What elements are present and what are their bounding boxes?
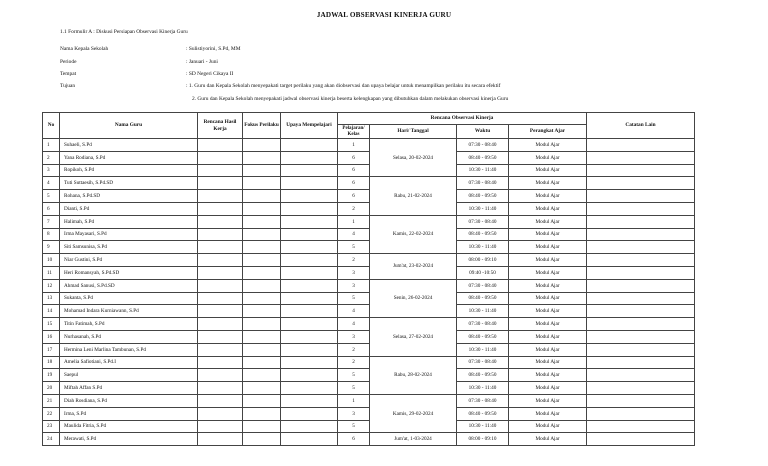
teacher-name: Ropikoh, S.Pd: [60, 164, 198, 177]
waktu-cell: 07:30 - 08:40: [457, 139, 509, 152]
date-cell: Jum'at, 1-03-2024: [370, 433, 457, 446]
teacher-name: Yana Rodiana, S.Pd: [60, 151, 198, 164]
upaya-cell: [281, 292, 338, 305]
table-row: [43, 202, 695, 215]
perangkat-cell: Modul Ajar: [509, 330, 587, 343]
rencana-hasil-cell: [198, 202, 243, 215]
waktu-cell: 10:30 - 11:40: [457, 164, 509, 177]
date-cell: Kamis, 22-02-2024: [370, 215, 457, 253]
kelas-cell: 3: [338, 279, 370, 292]
fokus-perilaku-cell: [243, 139, 281, 152]
kelas-cell: 2: [338, 356, 370, 369]
fokus-perilaku-cell: [243, 266, 281, 279]
perangkat-cell: Modul Ajar: [509, 305, 587, 318]
kelas-cell: 6: [338, 190, 370, 203]
kelas-cell: 5: [338, 382, 370, 395]
rencana-hasil-cell: [198, 420, 243, 433]
waktu-cell: 10:30 - 11:40: [457, 305, 509, 318]
waktu-cell: 08:40 - 09:50: [457, 292, 509, 305]
table-row: [43, 241, 695, 254]
info-value-tujuan-2: 2. Guru dan Kepala Sekolah menyepakati jadwal observasi kinerja beserta kelengkapan yang dibutuhkan dalam melakukan observasi kinerja Guru: [192, 96, 509, 102]
catatan-cell: [587, 318, 695, 331]
perangkat-cell: Modul Ajar: [509, 394, 587, 407]
upaya-cell: [281, 420, 338, 433]
kelas-cell: 6: [338, 177, 370, 190]
perangkat-cell: Modul Ajar: [509, 433, 587, 446]
kelas-cell: 6: [338, 164, 370, 177]
perangkat-cell: Modul Ajar: [509, 266, 587, 279]
teacher-name: Saepul: [60, 369, 198, 382]
row-number: 10: [43, 254, 60, 267]
perangkat-cell: Modul Ajar: [509, 228, 587, 241]
teacher-name: Titin Fatimah, S.Pd: [60, 318, 198, 331]
teacher-name: Maulida Fitria, S.Pd: [60, 420, 198, 433]
perangkat-cell: Modul Ajar: [509, 292, 587, 305]
fokus-perilaku-cell: [243, 228, 281, 241]
header-waktu: Waktu: [457, 125, 509, 139]
catatan-cell: [587, 356, 695, 369]
fokus-perilaku-cell: [243, 202, 281, 215]
waktu-cell: 10:30 - 11:40: [457, 343, 509, 356]
kelas-cell: 5: [338, 292, 370, 305]
teacher-name: Siti Samsunisa, S.Pd: [60, 241, 198, 254]
upaya-cell: [281, 330, 338, 343]
teacher-name: Rohana, S.Pd.SD: [60, 190, 198, 203]
waktu-cell: 08:40 - 09:50: [457, 330, 509, 343]
rencana-hasil-cell: [198, 241, 243, 254]
date-cell: Selasa, 27-02-2024: [370, 318, 457, 356]
rencana-hasil-cell: [198, 305, 243, 318]
table-row: [43, 151, 695, 164]
fokus-perilaku-cell: [243, 279, 281, 292]
row-number: 16: [43, 330, 60, 343]
info-label-kepala: Nama Kepala Sekolah: [60, 46, 109, 52]
waktu-cell: 10:30 - 11:40: [457, 241, 509, 254]
perangkat-cell: Modul Ajar: [509, 382, 587, 395]
row-number: 1: [43, 139, 60, 152]
catatan-cell: [587, 228, 695, 241]
row-number: 18: [43, 356, 60, 369]
date-cell: Rabu, 21-02-2024: [370, 177, 457, 215]
teacher-name: Niar Gustini, S.Pd: [60, 254, 198, 267]
rencana-hasil-cell: [198, 343, 243, 356]
waktu-cell: 07:30 - 08:40: [457, 356, 509, 369]
info-value-periode: : Januari - Juni: [186, 59, 218, 65]
kelas-cell: 1: [338, 139, 370, 152]
upaya-cell: [281, 356, 338, 369]
upaya-cell: [281, 318, 338, 331]
teacher-name: Irma Mayasari, S.Pd: [60, 228, 198, 241]
fokus-perilaku-cell: [243, 420, 281, 433]
header-hari-tanggal: Hari/ Tanggal: [370, 125, 457, 139]
fokus-perilaku-cell: [243, 215, 281, 228]
table-row: [43, 292, 695, 305]
header-perangkat-ajar: Perangkat Ajar: [509, 125, 587, 139]
rencana-hasil-cell: [198, 330, 243, 343]
kelas-cell: 2: [338, 254, 370, 267]
catatan-cell: [587, 202, 695, 215]
waktu-cell: 10:30 - 11:40: [457, 382, 509, 395]
catatan-cell: [587, 420, 695, 433]
upaya-cell: [281, 266, 338, 279]
header-nama-guru: Nama Guru: [60, 113, 198, 139]
upaya-cell: [281, 190, 338, 203]
waktu-cell: 08:40 - 09:50: [457, 369, 509, 382]
waktu-cell: 08:40 - 09:50: [457, 228, 509, 241]
waktu-cell: 08:40 - 09:50: [457, 151, 509, 164]
catatan-cell: [587, 394, 695, 407]
waktu-cell: 08:00 - 09:10: [457, 433, 509, 446]
row-number: 9: [43, 241, 60, 254]
fokus-perilaku-cell: [243, 407, 281, 420]
rencana-hasil-cell: [198, 139, 243, 152]
row-number: 13: [43, 292, 60, 305]
fokus-perilaku-cell: [243, 356, 281, 369]
rencana-hasil-cell: [198, 292, 243, 305]
table-row: [43, 330, 695, 343]
fokus-perilaku-cell: [243, 164, 281, 177]
catatan-cell: [587, 177, 695, 190]
fokus-perilaku-cell: [243, 382, 281, 395]
rencana-hasil-cell: [198, 266, 243, 279]
row-number: 5: [43, 190, 60, 203]
teacher-name: Miftah Affan S.Pd: [60, 382, 198, 395]
upaya-cell: [281, 394, 338, 407]
rencana-hasil-cell: [198, 215, 243, 228]
catatan-cell: [587, 151, 695, 164]
header-rencana-hasil-kerja: Rencana Hasil Kerja: [198, 113, 243, 139]
perangkat-cell: Modul Ajar: [509, 343, 587, 356]
row-number: 23: [43, 420, 60, 433]
kelas-cell: 6: [338, 433, 370, 446]
teacher-name: Dianti, S.Pd: [60, 202, 198, 215]
kelas-cell: 2: [338, 343, 370, 356]
waktu-cell: 07:30 - 08:40: [457, 394, 509, 407]
header-catatan-lain: Catatan Lain: [587, 113, 695, 139]
fokus-perilaku-cell: [243, 433, 281, 446]
perangkat-cell: Modul Ajar: [509, 151, 587, 164]
catatan-cell: [587, 164, 695, 177]
fokus-perilaku-cell: [243, 151, 281, 164]
header-no: No: [43, 113, 60, 139]
upaya-cell: [281, 164, 338, 177]
kelas-cell: 3: [338, 330, 370, 343]
teacher-name: Merawati, S.Pd: [60, 433, 198, 446]
perangkat-cell: Modul Ajar: [509, 215, 587, 228]
table-row: [43, 318, 695, 331]
row-number: 19: [43, 369, 60, 382]
fokus-perilaku-cell: [243, 177, 281, 190]
date-cell: Jum'at, 23-02-2024: [370, 254, 457, 280]
perangkat-cell: Modul Ajar: [509, 369, 587, 382]
catatan-cell: [587, 292, 695, 305]
kelas-cell: 3: [338, 407, 370, 420]
waktu-cell: 07:30 - 08:40: [457, 177, 509, 190]
perangkat-cell: Modul Ajar: [509, 254, 587, 267]
fokus-perilaku-cell: [243, 305, 281, 318]
teacher-name: Amelia Safiotiani, S.Pd.I: [60, 356, 198, 369]
fokus-perilaku-cell: [243, 318, 281, 331]
kelas-cell: 5: [338, 369, 370, 382]
info-label-tempat: Tempat: [60, 71, 77, 77]
upaya-cell: [281, 151, 338, 164]
upaya-cell: [281, 407, 338, 420]
perangkat-cell: Modul Ajar: [509, 164, 587, 177]
table-row: [43, 407, 695, 420]
fokus-perilaku-cell: [243, 190, 281, 203]
row-number: 8: [43, 228, 60, 241]
fokus-perilaku-cell: [243, 292, 281, 305]
waktu-cell: 07:30 - 08:40: [457, 279, 509, 292]
table-row: [43, 356, 695, 369]
catatan-cell: [587, 139, 695, 152]
waktu-cell: 07:30 - 08:40: [457, 318, 509, 331]
row-number: 11: [43, 266, 60, 279]
perangkat-cell: Modul Ajar: [509, 202, 587, 215]
perangkat-cell: Modul Ajar: [509, 318, 587, 331]
rencana-hasil-cell: [198, 190, 243, 203]
table-row: [43, 369, 695, 382]
fokus-perilaku-cell: [243, 330, 281, 343]
info-label-periode: Periode: [60, 59, 77, 65]
table-row: [43, 279, 695, 292]
kelas-cell: 1: [338, 394, 370, 407]
catatan-cell: [587, 190, 695, 203]
date-cell: Rabu, 28-02-2024: [370, 356, 457, 394]
header-fokus-perilaku: Fokus Perilaku: [243, 113, 281, 139]
fokus-perilaku-cell: [243, 394, 281, 407]
table-row: [43, 139, 695, 152]
row-number: 15: [43, 318, 60, 331]
teacher-name: Halimah, S.Pd: [60, 215, 198, 228]
teacher-name: Nurhasanah, S.Pd: [60, 330, 198, 343]
table-row: [43, 228, 695, 241]
kelas-cell: 4: [338, 228, 370, 241]
perangkat-cell: Modul Ajar: [509, 241, 587, 254]
waktu-cell: 10:30 - 11:40: [457, 202, 509, 215]
row-number: 3: [43, 164, 60, 177]
table-row: [43, 177, 695, 190]
catatan-cell: [587, 305, 695, 318]
perangkat-cell: Modul Ajar: [509, 279, 587, 292]
table-row: [43, 382, 695, 395]
table-row: [43, 266, 695, 279]
table-row: [43, 254, 695, 267]
table-row: [43, 164, 695, 177]
waktu-cell: 08:40 - 09:50: [457, 407, 509, 420]
catatan-cell: [587, 433, 695, 446]
catatan-cell: [587, 215, 695, 228]
row-number: 14: [43, 305, 60, 318]
row-number: 20: [43, 382, 60, 395]
teacher-name: Tuti Suttaesih, S.Pd.SD: [60, 177, 198, 190]
row-number: 22: [43, 407, 60, 420]
teacher-name: Hermina Leni Marlina Tambunan, S.Pd: [60, 343, 198, 356]
teacher-name: Sukanta, S.Pd: [60, 292, 198, 305]
upaya-cell: [281, 241, 338, 254]
info-label-tujuan: Tujuan: [60, 83, 76, 89]
upaya-cell: [281, 305, 338, 318]
teacher-name: Mohamad Indara Kurniawann, S.Pd: [60, 305, 198, 318]
upaya-cell: [281, 343, 338, 356]
perangkat-cell: Modul Ajar: [509, 190, 587, 203]
table-row: [43, 215, 695, 228]
kelas-cell: 4: [338, 305, 370, 318]
catatan-cell: [587, 254, 695, 267]
rencana-hasil-cell: [198, 369, 243, 382]
catatan-cell: [587, 407, 695, 420]
kelas-cell: 5: [338, 420, 370, 433]
catatan-cell: [587, 330, 695, 343]
rencana-hasil-cell: [198, 228, 243, 241]
form-subtitle: 1.1 Formulir A : Diskusi Persiapan Observasi Kinerja Guru: [60, 29, 188, 35]
upaya-cell: [281, 202, 338, 215]
page-title: JADWAL OBSERVASI KINERJA GURU: [316, 11, 452, 19]
row-number: 12: [43, 279, 60, 292]
upaya-cell: [281, 215, 338, 228]
upaya-cell: [281, 139, 338, 152]
table-row: [43, 305, 695, 318]
teacher-name: Suhaeli, S.Pd: [60, 139, 198, 152]
waktu-cell: 07:30 - 08:40: [457, 215, 509, 228]
teacher-name: Heri Romansyah, S.Pd.SD: [60, 266, 198, 279]
teacher-name: Ahmad Sanusi, S.Pd.SD: [60, 279, 198, 292]
rencana-hasil-cell: [198, 318, 243, 331]
catatan-cell: [587, 241, 695, 254]
rencana-hasil-cell: [198, 394, 243, 407]
kelas-cell: 2: [338, 202, 370, 215]
schedule-table: [42, 112, 695, 446]
header-pelajaran-kelas: Pelajaran/ Kelas: [338, 125, 370, 139]
table-row: [43, 420, 695, 433]
upaya-cell: [281, 228, 338, 241]
table-row: [43, 343, 695, 356]
row-number: 7: [43, 215, 60, 228]
fokus-perilaku-cell: [243, 241, 281, 254]
upaya-cell: [281, 369, 338, 382]
rencana-hasil-cell: [198, 356, 243, 369]
catatan-cell: [587, 266, 695, 279]
row-number: 17: [43, 343, 60, 356]
rencana-hasil-cell: [198, 254, 243, 267]
catatan-cell: [587, 369, 695, 382]
rencana-hasil-cell: [198, 382, 243, 395]
upaya-cell: [281, 433, 338, 446]
catatan-cell: [587, 343, 695, 356]
kelas-cell: 1: [338, 215, 370, 228]
rencana-hasil-cell: [198, 279, 243, 292]
kelas-cell: 5: [338, 241, 370, 254]
teacher-name: Irma, S.Pd: [60, 407, 198, 420]
table-row: [43, 394, 695, 407]
info-value-kepala: : Sulistiyorini, S.Pd, MM: [186, 46, 241, 52]
catatan-cell: [587, 382, 695, 395]
info-value-tempat: : SD Negeri Cikaya II: [186, 71, 234, 77]
rencana-hasil-cell: [198, 164, 243, 177]
row-number: 4: [43, 177, 60, 190]
row-number: 21: [43, 394, 60, 407]
perangkat-cell: Modul Ajar: [509, 356, 587, 369]
rencana-hasil-cell: [198, 151, 243, 164]
perangkat-cell: Modul Ajar: [509, 177, 587, 190]
waktu-cell: 09:40 -10:50: [457, 266, 509, 279]
date-cell: Senin, 26-02-2024: [370, 279, 457, 317]
row-number: 6: [43, 202, 60, 215]
upaya-cell: [281, 177, 338, 190]
date-cell: Selasa, 20-02-2024: [370, 139, 457, 177]
waktu-cell: 08:00 - 09:10: [457, 254, 509, 267]
kelas-cell: 3: [338, 266, 370, 279]
row-number: 2: [43, 151, 60, 164]
teacher-name: Diah Rosdiana, S.Pd: [60, 394, 198, 407]
perangkat-cell: Modul Ajar: [509, 139, 587, 152]
rencana-hasil-cell: [198, 407, 243, 420]
row-number: 24: [43, 433, 60, 446]
info-value-tujuan: : 1. Guru dan Kepala Sekolah menyepakati target perilaku yang akan diobservasi dan upaya belajar untuk menampilkan perilaku itu secara efektif: [186, 83, 501, 89]
date-cell: Kamis, 29-02-2024: [370, 394, 457, 432]
perangkat-cell: Modul Ajar: [509, 420, 587, 433]
rencana-hasil-cell: [198, 177, 243, 190]
header-rencana-observasi: Rencana Observasi Kinerja: [338, 113, 587, 125]
kelas-cell: 4: [338, 318, 370, 331]
catatan-cell: [587, 279, 695, 292]
table-row: [43, 190, 695, 203]
fokus-perilaku-cell: [243, 343, 281, 356]
header-upaya-mempelajari: Upaya Mempelajari: [281, 113, 338, 139]
fokus-perilaku-cell: [243, 369, 281, 382]
waktu-cell: 08:40 - 09:50: [457, 190, 509, 203]
table-row: [43, 433, 695, 446]
upaya-cell: [281, 254, 338, 267]
kelas-cell: 6: [338, 151, 370, 164]
waktu-cell: 10:30 - 11:40: [457, 420, 509, 433]
fokus-perilaku-cell: [243, 254, 281, 267]
rencana-hasil-cell: [198, 433, 243, 446]
upaya-cell: [281, 382, 338, 395]
perangkat-cell: Modul Ajar: [509, 407, 587, 420]
upaya-cell: [281, 279, 338, 292]
